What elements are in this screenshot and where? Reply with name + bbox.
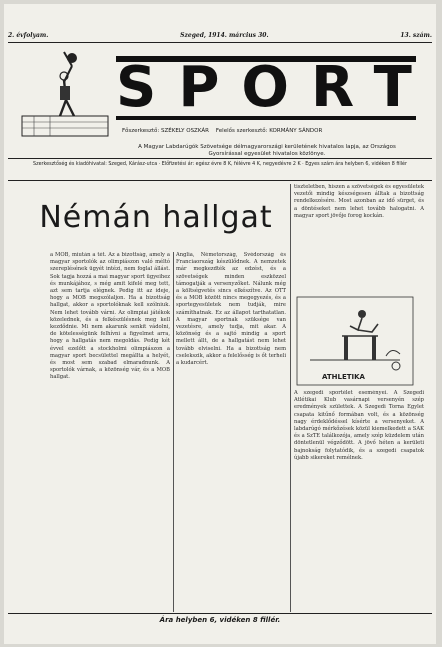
article-column-2 xyxy=(176,252,286,612)
issue-header xyxy=(8,32,432,39)
editorial-office-line: Szerkesztőség és kiadóhivatal: Szeged, Kárász-utca · Előfizetési ár: egész évre 8 K, félévre 4 K, negyedévre 2 K · Egyes szám ára helyben 6, vidéken 8 fillér xyxy=(33,162,407,167)
athletics-cartoon xyxy=(296,296,414,386)
article-column-3 xyxy=(294,184,424,294)
article-text: a MOB, miután a tét. Az a bizottság, amely a magyar sportolók az olimpiászon való méltó szereplésének ügyét intézi, nem foglal állást. Sok tagja hozzá a mai magyar sport ügyeihez és munkájához, s még amit kifelé meg tett, azt sem tartja elégnek. Pedig itt az ideje, hogy a MOB megszólaljon. Ha a bizottság hallgat, akkor a sportolóknak kell szólniuk. Nem lehet tovább várni. Az olimpiai játékok közelednek, és a felkészülésnek meg kell kezdődnie. Mi nem akarunk senkit vádolni, de kötelességünk felhívni a figyelmet arra, hogy a hallgatás nem megoldás. Pedig két évvel ezelőtt a stockholmi olimpiászon a magyar sport becsülettel megállta a helyét, és most sem szabad elmaradnunk. A sportolók várnak, a közönség vár, és a MOB hallgat. xyxy=(50,252,170,381)
column-divider xyxy=(290,184,291,612)
article-text: tiszteletben, hiszen a szövetségek és egyesületek vezetői mindig készségesen álltak a bizottság rendelkezésére. Most azonban az idő sürget, és a döntéseket nem lehet tovább halogatni. A magyar sport jövője forog kockán. xyxy=(294,184,424,219)
cartoon-caption: ATHLETIKA xyxy=(322,373,365,381)
article-text: A szegedi sportélet eseményei. A Szegedi Atlétikai Klub vasárnapi versenyén szép eredmények születtek. A Szegedi Torna Egylet csapata kitűnő formában volt, és a közönség nagy érdeklődéssel kísérte a versenyeket. A labdarúgó mérkőzések közül kiemelkedett a SAK és a SzTE találkozója, amely szép küzdelem után döntetlenül végződött. A jövő héten a kerületi bajnokság folytatódik, és a szegedi csapatok újabb sikereket remélnek. xyxy=(294,390,424,461)
issue-number: 13. szám. xyxy=(400,32,432,39)
masthead-title: SPORT xyxy=(116,55,434,120)
masthead-bottom-rule xyxy=(8,180,432,181)
article-text: Anglia, Németország, Svédország és Franciaország készülődnek. A nemzetek már megkezdték az edzést, és a szövetségek minden eszközzel támogatják a versenyzőket. Nálunk még a költségvetés sincs elkészítve. Az OTT és a MOB között nincs megegyezés, és a sportegyesületek nem tudják, mire számíthatnak. Ez az állapot tarthatatlan. A magyar sportnak szüksége van vezetésre, amely tudja, mit akar. A közönség és a sajtó mindig a sport mellett állt, de a hallgatást nem lehet tovább elviselni. Ha a bizottság nem cselekszik, akkor a felelősség is őt terheli a kudarcért. xyxy=(176,252,286,367)
footer-rule xyxy=(8,613,432,614)
chief-editor: Főszerkesztő: SZÉKELY OSZKÁR xyxy=(122,128,209,134)
responsible-editor: Felelős szerkesztő: KORMÁNY SÁNDOR xyxy=(215,128,323,134)
article-column-4 xyxy=(294,390,424,612)
newspaper-page xyxy=(4,4,436,644)
athlete-illustration xyxy=(20,46,110,138)
price-footer: Ára helyben 6, vidéken 8 fillér. xyxy=(159,616,281,624)
top-rule xyxy=(8,42,432,43)
editors-line xyxy=(122,128,412,134)
article-headline: Némán hallgat xyxy=(39,200,273,235)
notice-rule xyxy=(8,158,432,159)
official-notice: A Magyar Labdarúgók Szövetsége délmagyarországi kerületének hivatalos lapja, az Országos Gyorsírással egyesület hivatalos közlönye. xyxy=(138,144,396,157)
masthead xyxy=(116,50,434,126)
article-column-1 xyxy=(50,252,170,612)
volume-label: 2. évfolyam. xyxy=(8,32,49,39)
column-divider xyxy=(173,252,174,612)
date-label: Szeged, 1914. március 30. xyxy=(180,32,269,39)
